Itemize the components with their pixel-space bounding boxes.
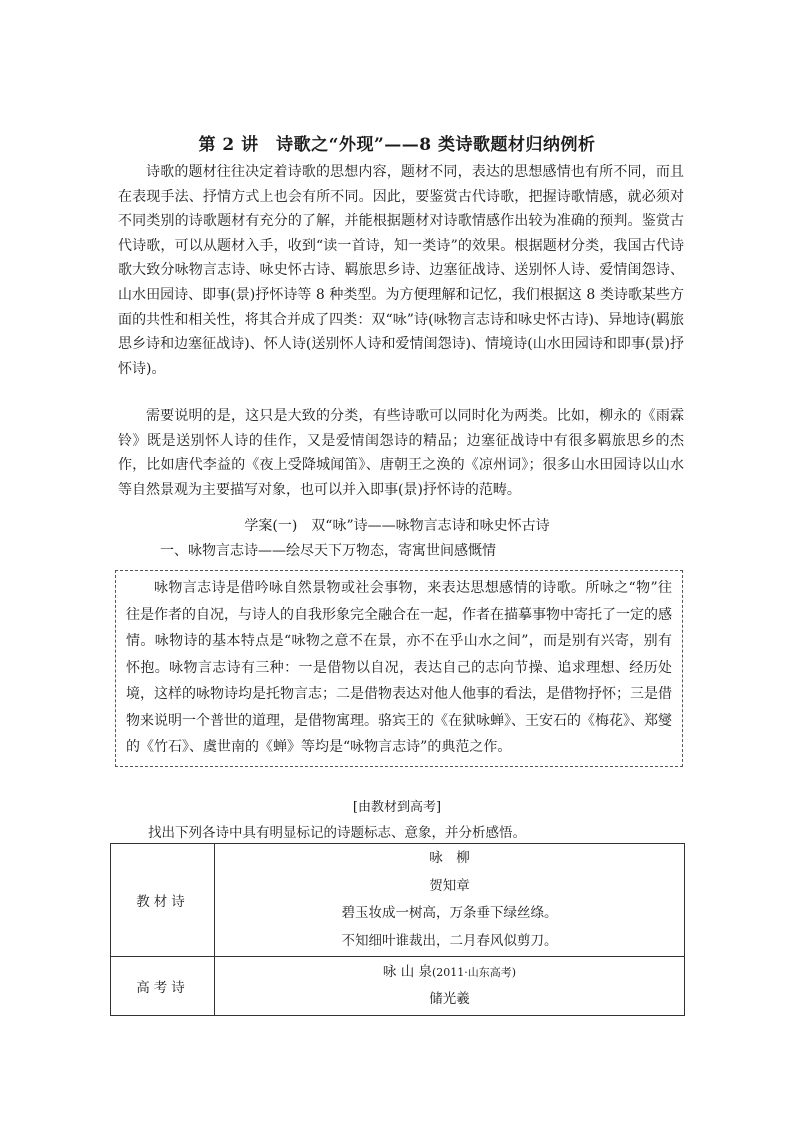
source-note: (2011·山东高考) bbox=[432, 965, 517, 979]
poem-line: 碧玉妆成一树高，万条垂下绿丝绦。 bbox=[341, 905, 558, 921]
table-row bbox=[111, 957, 685, 1016]
page-title: 第 2 讲 诗歌之“外现”——8 类诗歌题材归纳例析 bbox=[198, 135, 596, 155]
table-row bbox=[111, 844, 685, 957]
poem-table bbox=[110, 843, 685, 1016]
poem-cell bbox=[215, 957, 685, 1016]
definition-box bbox=[115, 570, 683, 767]
intro-paragraph-2: 需要说明的是，这只是大致的分类，有些诗歌可以同时化为两类。比如，柳永的《雨霖铃》既是送别怀人诗的佳作，又是爱情闺怨诗的精品；边塞征战诗中有很多羁旅思乡的杰作，比如唐代李益的《夜上受降城闻笛》、唐朝王之涣的《凉州词》；很多山水田园诗以山水等自然景观为主要描写对象，也可以并入即事(景)抒怀诗的范畴。 bbox=[118, 408, 684, 498]
poem-author: 贺知章 bbox=[429, 877, 470, 894]
poem-cell bbox=[215, 844, 685, 957]
intro-paragraph-1: 诗歌的题材往往决定着诗歌的思想内容，题材不同，表达的思想感情也有所不同，而且在表现手法、抒情方式上也会有所不同。因此，要鉴赏古代诗歌，把握诗歌情感，就必须对不同类别的诗歌题材有充分的了解，并能根据题材对诗歌情感作出较为准确的预判。鉴赏古代诗歌，可以从题材入手，收到“读一首诗，知一类诗”的效果。根据题材分类，我国古代诗歌大致分咏物言志诗、咏史怀古诗、羁旅思乡诗、边塞征战诗、送别怀人诗、爱情闺怨诗、山水田园诗、即事(景)抒怀诗等 8 种类型。为方便理解和记忆，我们根据这 8 类诗歌某些方面的共性和相关性，将其合并成了四类：双“咏”诗(咏物言志诗和咏史怀古诗)、异地诗(羁旅思乡诗和边塞征战诗)、怀人诗(送别怀人诗和爱情闺怨诗)、情境诗(山水田园诗和即事(景)抒怀诗)。 bbox=[118, 164, 684, 377]
poem-title: 咏 山 泉 bbox=[382, 963, 432, 980]
subtitle: [由教材到高考] bbox=[352, 800, 442, 815]
poem-title-line bbox=[216, 959, 683, 987]
subsection-heading: 一、咏物言志诗——绘尽天下万物态，寄寓世间感慨情 bbox=[160, 543, 496, 559]
row-label-textbook: 教材诗 bbox=[111, 844, 215, 957]
row-label-exam: 高考诗 bbox=[111, 957, 215, 1016]
poem-title: 咏 柳 bbox=[429, 850, 470, 866]
poem-author: 储光羲 bbox=[429, 991, 470, 1007]
instruction: 找出下列各诗中具有明显标记的诗题标志、意象，并分析感悟。 bbox=[148, 825, 526, 841]
definition-text: 咏物言志诗是借吟咏自然景物或社会事物，来表达思想感情的诗歌。所咏之“物”往往是作者的自况，与诗人的自我形象完全融合在一起，作者在描摹事物中寄托了一定的感情。咏物诗的基本特点是“咏物之意不在景，亦不在乎山水之间”，而是别有兴寄，别有怀抱。咏物言志诗有三种：一是借物以自况，表达自己的志向节操、追求理想、经历处境，这样的咏物诗均是托物言志；二是借物表达对他人他事的看法，是借物抒怀；三是借物来说明一个普世的道理，是借物寓理。骆宾王的《在狱咏蝉》、王安石的《梅花》、郑燮的《竹石》、虞世南的《蝉》等均是“咏物言志诗”的典范之作。 bbox=[126, 580, 672, 755]
section-heading: 学案(一) 双“咏”诗——咏物言志诗和咏史怀古诗 bbox=[244, 518, 550, 534]
poem-line: 不知细叶谁裁出，二月春风似剪刀。 bbox=[341, 932, 558, 949]
